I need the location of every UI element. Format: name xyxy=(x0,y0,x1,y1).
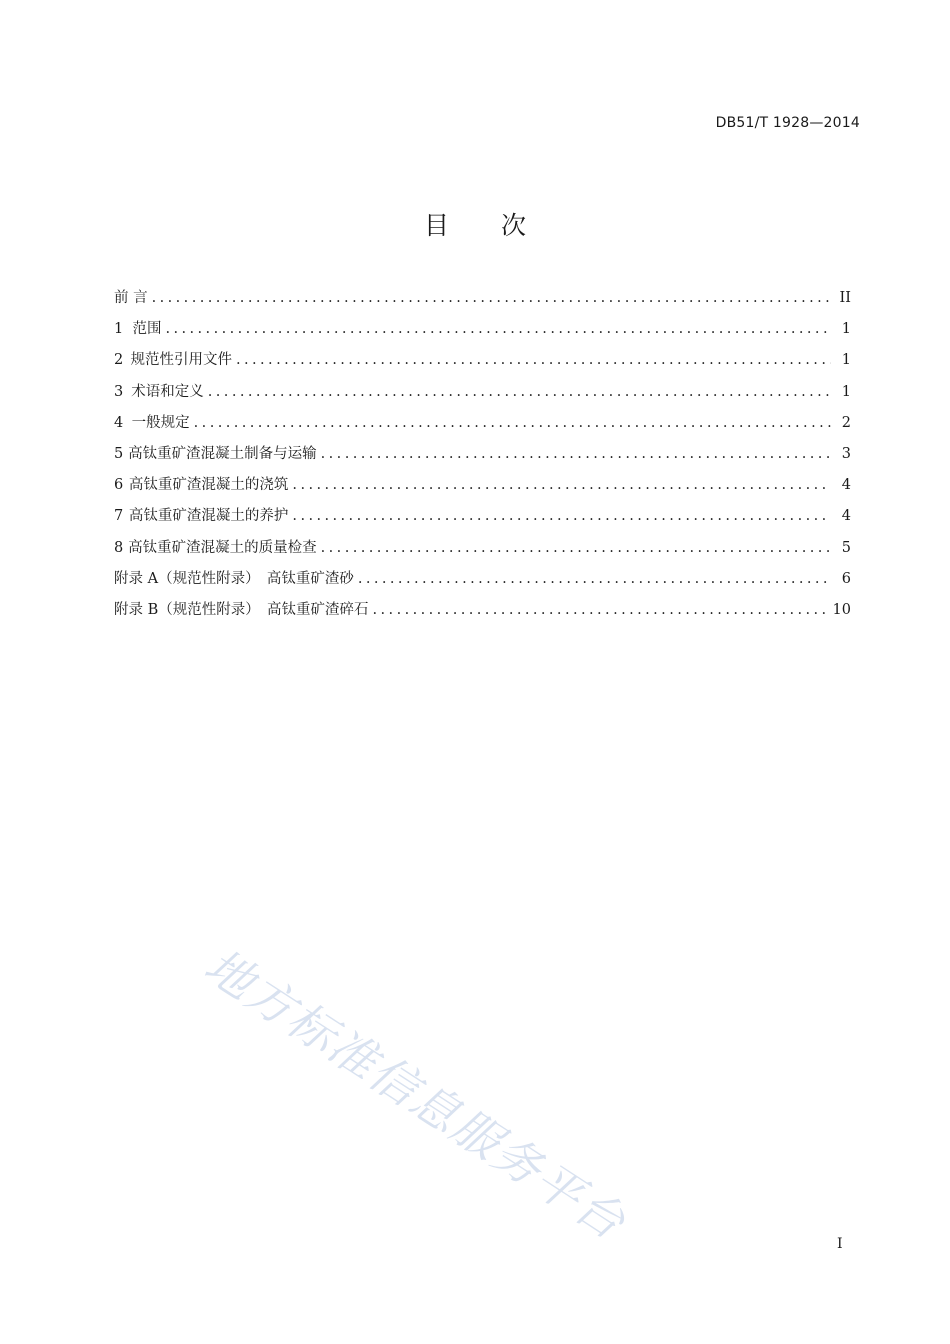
toc-dot-leader xyxy=(208,384,831,400)
toc-dot-leader xyxy=(165,321,831,337)
toc-entry-number: 3 xyxy=(114,383,124,400)
toc-entry-label: 高钛重矿渣混凝土的浇筑 xyxy=(128,477,289,494)
toc-entry-7[interactable] xyxy=(114,504,851,535)
toc-dot-leader xyxy=(321,446,831,462)
toc-dot-leader xyxy=(373,602,827,618)
toc-entry-label: 前 言 xyxy=(114,290,148,306)
toc-entry-page: 1 xyxy=(841,383,851,400)
toc-entry-page: 3 xyxy=(841,445,851,462)
toc-entry-page: 10 xyxy=(832,601,851,618)
toc-entry-page: 4 xyxy=(841,477,851,494)
toc-title-part1: 目 xyxy=(423,211,449,240)
toc-entry-page: 6 xyxy=(841,570,851,587)
toc-entry-6[interactable] xyxy=(114,473,851,504)
toc-entry-label: 高钛重矿渣混凝土的养护 xyxy=(128,508,289,525)
page-number: I xyxy=(837,1236,843,1252)
toc-entry-label: 一般规定 xyxy=(131,414,190,431)
toc-entry-number: 8 xyxy=(114,539,124,556)
toc-entry-number: 4 xyxy=(114,414,124,431)
toc-entry-number: 7 xyxy=(114,508,124,525)
toc-entry-preface[interactable] xyxy=(114,286,851,317)
table-of-contents xyxy=(114,286,851,629)
toc-dot-leader xyxy=(194,415,831,431)
toc-title-part2: 次 xyxy=(501,211,527,240)
toc-entry-8[interactable] xyxy=(114,536,851,567)
toc-entry-number: 1 xyxy=(114,321,124,338)
toc-entry-page: 2 xyxy=(841,414,851,431)
toc-entry-page: 4 xyxy=(841,508,851,525)
toc-entry-appendix-b[interactable] xyxy=(114,598,851,629)
toc-entry-label: 附录 B（规范性附录） 高钛重矿渣碎石 xyxy=(114,601,369,618)
toc-entry-label: 附录 A（规范性附录） 高钛重矿渣砂 xyxy=(114,570,354,587)
toc-entry-label: 范围 xyxy=(132,321,162,338)
toc-entry-label: 规范性引用文件 xyxy=(130,352,232,369)
toc-dot-leader xyxy=(292,477,831,493)
toc-entry-number: 6 xyxy=(114,477,124,494)
toc-dot-leader xyxy=(152,290,831,306)
watermark: 地方标准信息服务平台 xyxy=(194,938,636,1252)
toc-entry-page: 5 xyxy=(841,539,851,556)
document-code: DB51/T 1928—2014 xyxy=(715,115,860,131)
toc-entry-page: 1 xyxy=(841,352,851,369)
toc-entry-3[interactable] xyxy=(114,380,851,411)
toc-entry-label: 术语和定义 xyxy=(131,383,204,400)
toc-entry-label: 高钛重矿渣混凝土制备与运输 xyxy=(128,445,317,462)
toc-entry-label: 高钛重矿渣混凝土的质量检查 xyxy=(128,539,317,556)
toc-entry-appendix-a[interactable] xyxy=(114,567,851,598)
toc-entry-number: 2 xyxy=(114,352,124,369)
toc-entry-number: 5 xyxy=(114,445,124,462)
toc-dot-leader xyxy=(236,352,831,368)
toc-entry-page: II xyxy=(839,290,851,306)
toc-entry-2[interactable] xyxy=(114,348,851,379)
toc-entry-5[interactable] xyxy=(114,442,851,473)
toc-entry-page: 1 xyxy=(841,321,851,338)
toc-entry-4[interactable] xyxy=(114,411,851,442)
toc-title xyxy=(0,206,950,242)
toc-dot-leader xyxy=(321,540,831,556)
toc-dot-leader xyxy=(292,508,831,524)
toc-dot-leader xyxy=(358,571,831,587)
toc-entry-1[interactable] xyxy=(114,317,851,348)
